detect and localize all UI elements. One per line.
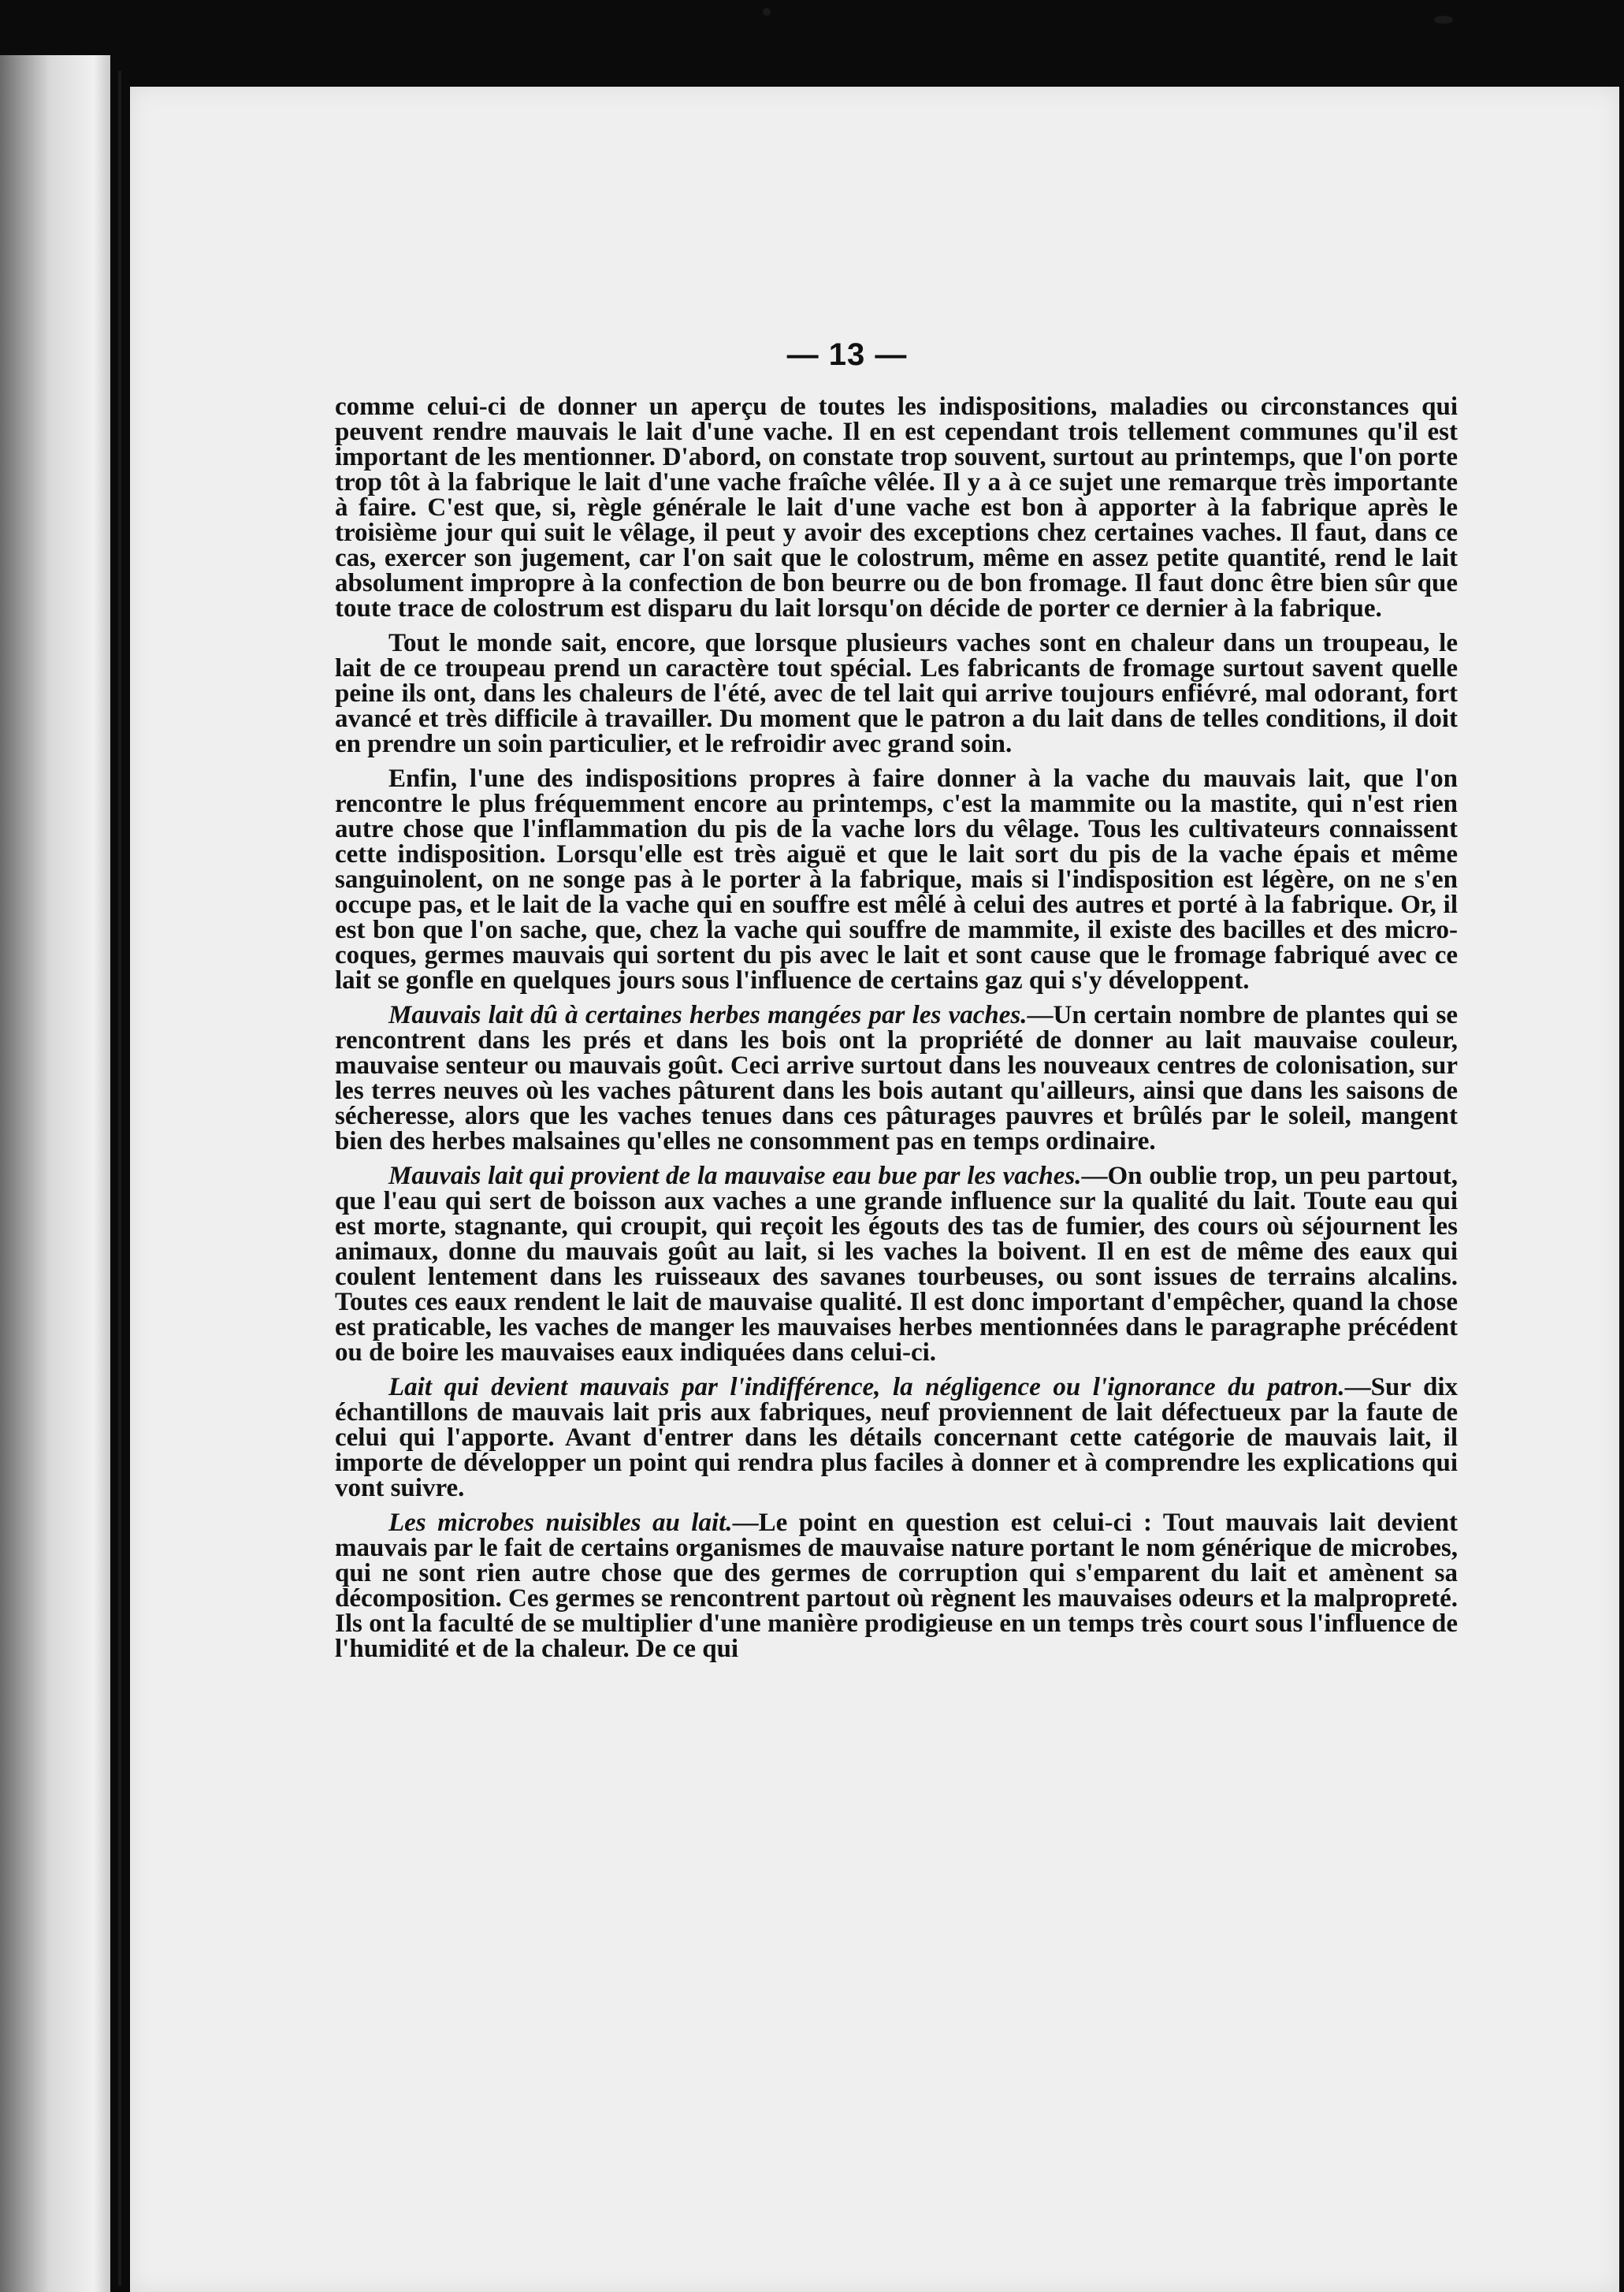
- paragraph: [335, 766, 1458, 993]
- scan-speck: [1434, 16, 1453, 24]
- paragraph: [335, 631, 1458, 757]
- section-heading: Lait qui devient mauvais par l'indifférence, la négligence ou l'ignorance du patron.: [388, 1373, 1345, 1401]
- page-number: — 13 —: [786, 337, 908, 372]
- page-body: [335, 394, 1458, 1671]
- paragraph-text: —Un certain nombre de plantes qui se rencontrent dans les prés et dans les bois ont la propriété de donner au lait mauvaise couleur, mauvaise senteur ou mauvais goût. Ceci arrive surtout dans les nouveaux centres de colonisation, sur les terres neuves où les vaches pâturent dans les bois autant qu'ailleurs, ainsi que dans les saisons de sécheresse, alors que les vaches tenues dans ces pâturages pauvres et brûlés par le soleil, mangent bien des herbes malsaines qu'elles ne consomment pas en temps ordinaire.: [335, 1001, 1458, 1155]
- paragraph: [335, 1510, 1458, 1661]
- paragraph: [335, 1163, 1458, 1365]
- paragraph-text: Enfin, l'une des indispositions propres à faire donner à la vache du mauvais lait, que l'on rencontre le plus fréquemment encore au printemps, c'est la mammite ou la mastite, qui n'est rien autre chose que l'inflammation du pis de la vache lors du vêlage. Tous les cultivateurs connaissent cette indisposition. Lorsqu'elle est très aiguë et que le lait sort du pis de la vache épais et même sanguinolent, on ne songe pas à le porter à la fabrique, mais si l'indisposition est légère, on ne s'en occupe pas, et le lait de la vache qui en souffre est mêlé à celui des autres et porté à la fabrique. Or, il est bon que l'on sache, que, chez la vache qui souffre de mammite, il existe des bacilles et des micro-coques, germes mauvais qui sortent du pis avec le lait et sont cause que le fromage fabriqué avec ce lait se gonfle en quelques jours sous l'influence de certains gaz qui s'y développent.: [335, 765, 1458, 995]
- paragraph: [335, 1375, 1458, 1501]
- section-heading: Mauvais lait qui provient de la mauvaise eau bue par les vaches.: [388, 1162, 1082, 1190]
- paragraph: [335, 1003, 1458, 1154]
- paragraph: [335, 394, 1458, 621]
- facing-page-edge: [0, 55, 110, 2292]
- paragraph-text: Tout le monde sait, encore, que lorsque plusieurs vaches sont en chaleur dans un troupeau, le lait de ce troupeau prend un caractère tout spécial. Les fabricants de fromage surtout savent quelle peine ils ont, dans les chaleurs de l'été, avec de tel lait qui arrive toujours enfiévré, mal odorant, fort avancé et très difficile à travailler. Du moment que le patron a du lait dans de telles conditions, il doit en prendre un soin particulier, et le refroidir avec grand soin.: [335, 629, 1458, 758]
- page: [130, 87, 1619, 2292]
- paragraph-text: —On oublie trop, un peu partout, que l'eau qui sert de boisson aux vaches a une grande influence sur la qualité du lait. Toute eau qui est morte, stagnante, qui croupit, qui reçoit les égouts des tas de fumier, des cours où séjournent les animaux, donne du mauvais goût au lait, si les vaches la boivent. Il en est de même des eaux qui coulent lentement dans les ruisseaux des savanes tourbeuses, ou sont issues de terrains alcalins. Toutes ces eaux rendent le lait de mauvaise qualité. Il est donc important d'empêcher, quand la chose est praticable, les vaches de manger les mauvaises herbes mentionnées dans le paragraphe précédent ou de boire les mauvaises eaux indiquées dans celui-ci.: [335, 1162, 1458, 1367]
- section-heading: Les microbes nuisibles au lait.: [388, 1509, 733, 1537]
- paragraph-text: comme celui-ci de donner un aperçu de toutes les indispositions, maladies ou circonstances qui peuvent rendre mauvais le lait d'une vache. Il en est cependant trois tellement communes qu'il est important de les mentionner. D'abord, on constate trop souvent, surtout au printemps, que l'on porte trop tôt à la fabrique le lait d'une vache fraîche vêlée. Il y a à ce sujet une remarque très importante à faire. C'est que, si, règle générale le lait d'une vache est bon à apporter à la fabrique après le troisième jour qui suit le vêlage, il peut y avoir des exceptions chez certaines vaches. Il faut, dans ce cas, exercer son jugement, car l'on sait que le colostrum, même en assez petite quantité, rend le lait absolument impropre à la confection de bon beurre ou de bon fromage. Il faut donc être bien sûr que toute trace de colostrum est disparu du lait lorsqu'on décide de porter ce dernier à la fabrique.: [335, 393, 1458, 623]
- scan-speck: [763, 8, 771, 16]
- paragraph-text: —Le point en question est celui-ci : Tout mauvais lait devient mauvais par le fait de certains organismes de mauvaise nature portant le nom générique de microbes, qui ne sont rien autre chose que des germes de corruption qui s'emparent du lait et amènent sa décomposition. Ces germes se rencontrent partout où règnent les mauvaises odeurs et la malpropreté. Ils ont la faculté de se multiplier d'une manière prodigieuse en un temps très court sous l'influence de l'humidité et de la chaleur. De ce qui: [335, 1509, 1458, 1663]
- gutter-shadow: [118, 71, 121, 2286]
- section-heading: Mauvais lait dû à certaines herbes mangées par les vaches.: [388, 1001, 1028, 1029]
- paragraph-text: —Sur dix échantillons de mauvais lait pris aux fabriques, neuf proviennent de lait défectueux par la faute de celui qui l'apporte. Avant d'entrer dans les détails concernant cette catégorie de mauvais lait, il importe de développer un point qui rendra plus faciles à donner et à comprendre les explications qui vont suivre.: [335, 1373, 1459, 1502]
